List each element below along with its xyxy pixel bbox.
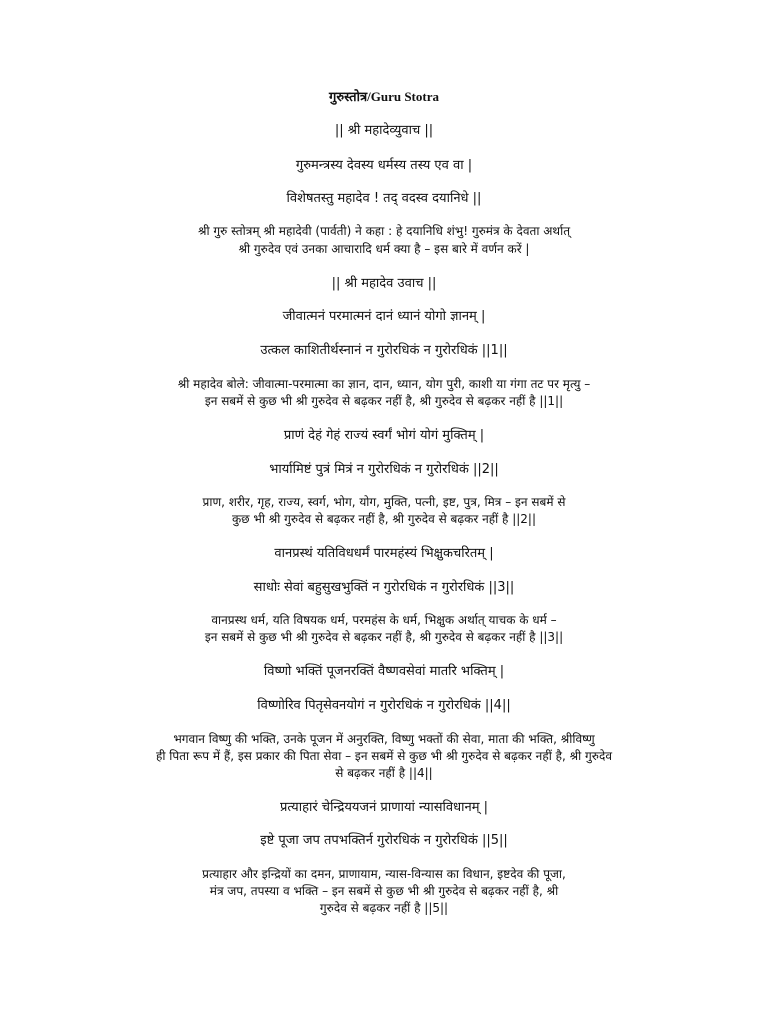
- verse-line: भार्यामिष्टं पुत्रं मित्रं न गुरोरधिकं न गुरोरधिकं ||2||: [269, 462, 499, 477]
- verse-line: जीवात्मनं परमात्मनं दानं ध्यानं योगो ज्ञानम् |: [282, 309, 486, 324]
- translation-line: कुछ भी श्री गुरुदेव से बढ़कर नहीं है, श्री गुरुदेव से बढ़कर नहीं है ||2||: [231, 512, 537, 526]
- verse-line: विष्णोरिव पितृसेवनयोगं न गुरोरधिकं न गुरोरधिकं ||4||: [257, 698, 511, 713]
- translation-line: ही पिता रूप में हैं, इस प्रकार की पिता सेवा – इन सबमें से कुछ भी श्री गुरुदेव से बढ़कर नहीं है, श्री गुरुदेव: [155, 749, 613, 763]
- verse-line: गुरुमन्त्रस्य देवस्य धर्मस्य तस्य एव वा |: [295, 158, 473, 173]
- translation-line: प्रत्याहार और इन्द्रियों का दमन, प्राणायाम, न्यास-विन्यास का विधान, इष्टदेव की पूजा,: [202, 867, 566, 881]
- translation-line: श्री गुरु स्तोत्रम् श्री महादेवी (पार्वती) ने कहा : हे दयानिधि शंभु! गुरुमंत्र के देवता अर्थात्: [197, 224, 571, 238]
- verse-line: प्राणं देहं गेहं राज्यं स्वर्गं भोगं योगं मुक्तिम् |: [283, 428, 485, 443]
- translation-line: श्री गुरुदेव एवं उनका आचारादि धर्म क्या है – इस बारे में वर्णन करें |: [238, 242, 530, 256]
- verse-heading: || श्री महादेव उवाच ||: [331, 276, 437, 291]
- verse-line: विष्णो भक्तिं पूजनरक्तिं वैष्णवसेवां मातरि भक्तिम् |: [263, 664, 505, 679]
- verse-line: विशेषतस्तु महादेव ! तद् वदस्व दयानिधे ||: [286, 191, 482, 206]
- translation-line: प्राण, शरीर, गृह, राज्य, स्वर्ग, भोग, योग, मुक्ति, पत्नी, इष्ट, पुत्र, मित्र – इन सबमें से: [202, 495, 566, 509]
- translation-line: इन सबमें से कुछ भी श्री गुरुदेव से बढ़कर नहीं है, श्री गुरुदेव से बढ़कर नहीं है ||1||: [204, 394, 564, 408]
- verse-line: वानप्रस्थं यतिविधधर्मं पारमहंस्यं भिक्षुकचरितम् |: [274, 546, 494, 561]
- translation-line: श्री महादेव बोले: जीवात्मा-परमात्मा का ज्ञान, दान, ध्यान, योग पुरी, काशी या गंगा तट पर मृत्यु –: [177, 377, 591, 391]
- verse-line: उत्कल काशितीर्थस्नानं न गुरोरधिकं न गुरोरधिकं ||1||: [260, 343, 508, 358]
- verse-line: इष्टे पूजा जप तपभक्तिर्न गुरोरधिकं न गुरोरधिकं ||5||: [260, 833, 508, 848]
- verse-heading: || श्री महादेव्युवाच ||: [334, 123, 434, 138]
- translation-line: से बढ़कर नहीं है ||4||: [335, 766, 433, 780]
- translation-line: भगवान विष्णु की भक्ति, उनके पूजन में अनुरक्ति, विष्णु भक्तों की सेवा, माता की भक्ति, श्रीविष्णु: [173, 732, 595, 746]
- translation-line: मंत्र जप, तपस्या व भक्ति – इन सबमें से कुछ भी श्री गुरुदेव से बढ़कर नहीं है, श्री: [209, 884, 559, 898]
- document-title: गुरुस्तोत्र/Guru Stotra: [329, 89, 439, 104]
- verse-line: साधोः सेवां बहुसुखभुक्तिं न गुरोरधिकं न गुरोरधिकं ||3||: [253, 580, 515, 595]
- translation-line: वानप्रस्थ धर्म, यति विषयक धर्म, परमहंस के धर्म, भिक्षुक अर्थात् याचक के धर्म –: [211, 613, 557, 627]
- translation-line: गुरुदेव से बढ़कर नहीं है ||5||: [319, 901, 449, 915]
- translation-line: इन सबमें से कुछ भी श्री गुरुदेव से बढ़कर नहीं है, श्री गुरुदेव से बढ़कर नहीं है ||3||: [204, 630, 564, 644]
- verse-line: प्रत्याहारं चेन्द्रिययजनं प्राणायां न्यासविधानम् |: [280, 800, 488, 815]
